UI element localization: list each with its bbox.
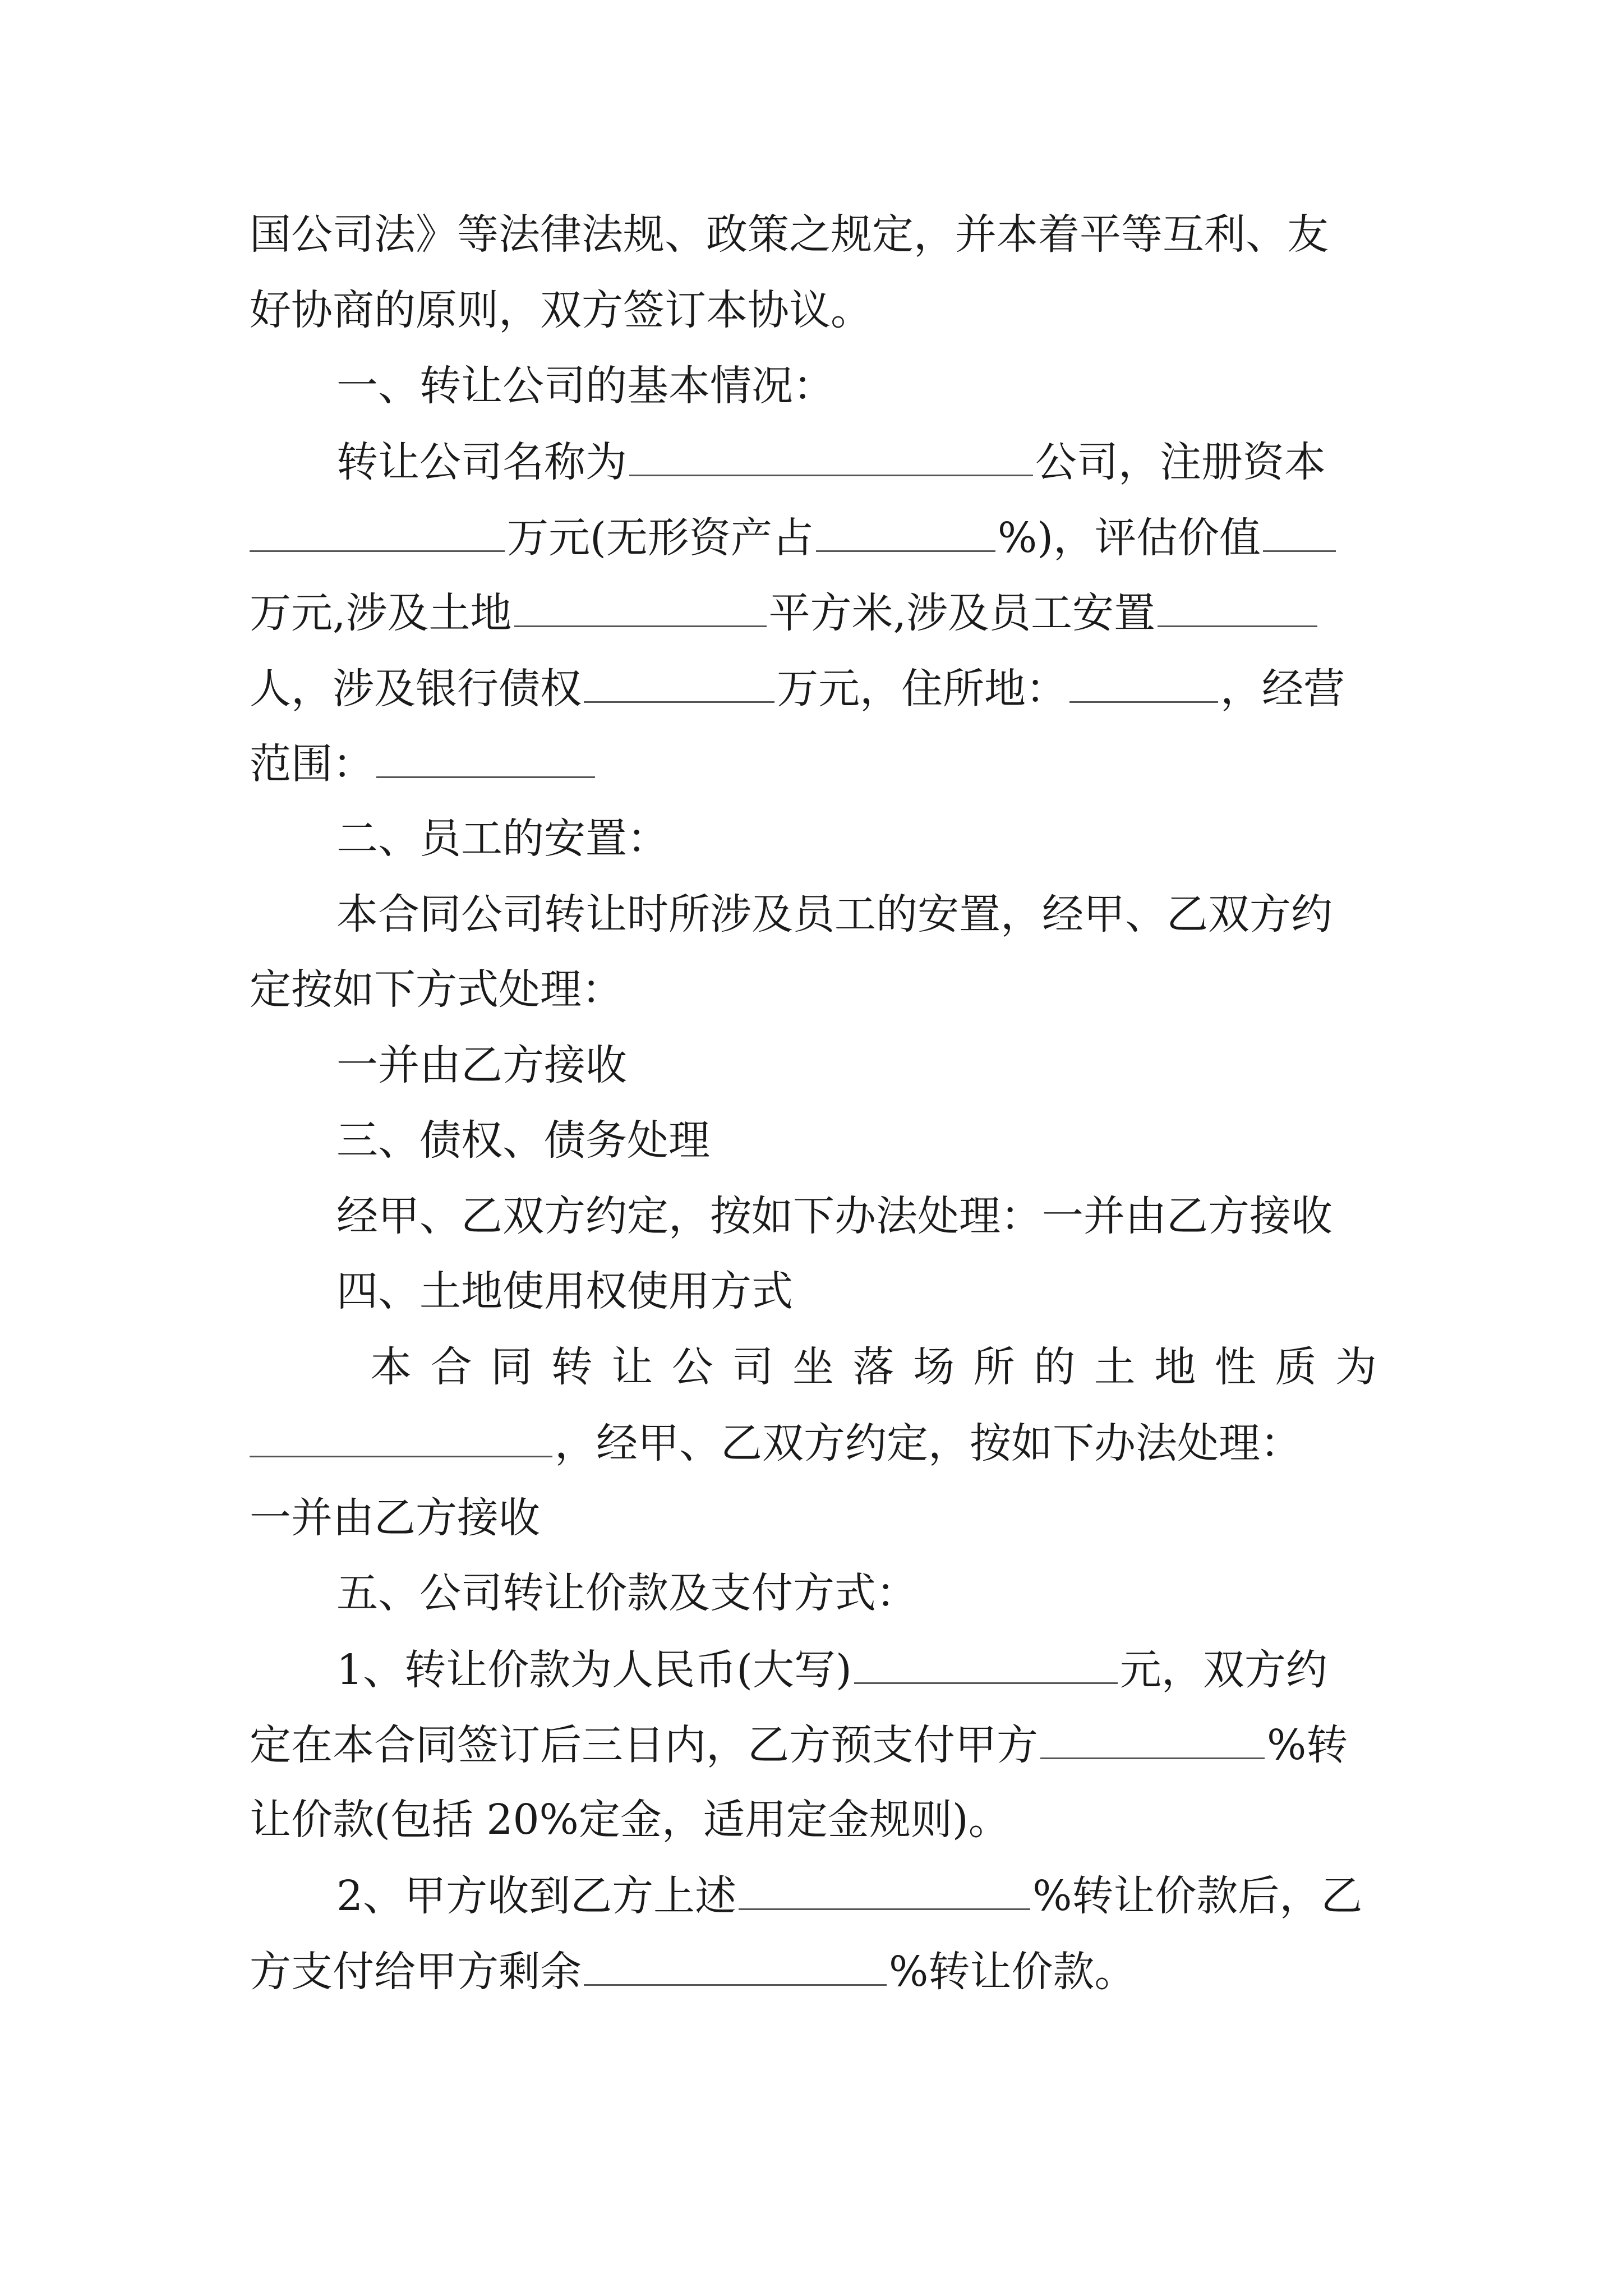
paragraph-line: ，经甲、乙双方约定，按如下办法处理：	[250, 1414, 1302, 1470]
paragraph-line: 国公司法》等法律法规、政策之规定，并本着平等互利、友	[250, 210, 1329, 259]
paragraph-line-justified: 本 合 同 转 让 公 司 坐 落 场 所 的 土 地 性 质 为	[370, 1343, 1377, 1391]
paragraph-line: 一并由乙方接收	[250, 1494, 540, 1542]
fill-in-blank[interactable]	[816, 509, 995, 552]
fill-in-blank[interactable]	[739, 1867, 1030, 1910]
paragraph-line: 一并由乙方接收	[336, 1041, 627, 1089]
fill-in-blank[interactable]	[250, 509, 505, 552]
paragraph-line: 本合同公司转让时所涉及员工的安置，经甲、乙双方约	[336, 890, 1332, 938]
paragraph-line: 1、转让价款为人民币(大写) 元，双方约	[336, 1641, 1327, 1697]
fill-in-blank[interactable]	[1069, 660, 1218, 703]
paragraph-line: 范围：	[250, 735, 597, 791]
fill-in-blank[interactable]	[514, 584, 767, 627]
fill-in-blank[interactable]	[854, 1641, 1118, 1684]
paragraph-line: 让价款(包括 20%定金，适用定金规则)。	[250, 1796, 1010, 1844]
paragraph-line: 经甲、乙双方约定，按如下办法处理：一并由乙方接收	[336, 1192, 1332, 1240]
fill-in-blank[interactable]	[1158, 584, 1317, 627]
fill-in-blank[interactable]	[584, 1943, 887, 1986]
paragraph-line: 好协商的原则，双方签订本协议。	[250, 286, 872, 334]
section-heading-2: 二、员工的安置：	[336, 815, 668, 863]
fill-in-blank[interactable]	[629, 433, 1033, 476]
paragraph-line: 方支付给甲方剩余 %转让价款。	[250, 1943, 1136, 1999]
paragraph-line: 万元(无形资产占 %)，评估价值	[250, 509, 1338, 565]
fill-in-blank[interactable]	[250, 1414, 552, 1457]
fill-in-blank[interactable]	[376, 735, 595, 778]
section-heading-4: 四、土地使用权使用方式	[336, 1267, 793, 1315]
fill-in-blank[interactable]	[1040, 1716, 1265, 1759]
paragraph-line: 万元,涉及土地 平方米,涉及员工安置	[250, 584, 1320, 640]
fill-in-blank[interactable]	[1263, 509, 1336, 552]
section-heading-1: 一、转让公司的基本情况：	[336, 362, 834, 410]
fill-in-blank[interactable]	[584, 660, 774, 703]
paragraph-line: 人，涉及银行债权 万元，住所地： ，经营	[250, 660, 1345, 716]
paragraph-line: 2、甲方收到乙方上述 %转让价款后，乙	[336, 1867, 1362, 1923]
paragraph-line: 转让公司名称为 公司，注册资本	[336, 433, 1326, 489]
section-heading-3: 三、债权、债务处理	[336, 1116, 710, 1165]
paragraph-line: 定在本合同签订后三日内，乙方预支付甲方 %转	[250, 1716, 1348, 1772]
paragraph-line: 定按如下方式处理：	[250, 965, 623, 1014]
section-heading-5: 五、公司转让价款及支付方式：	[336, 1569, 917, 1617]
